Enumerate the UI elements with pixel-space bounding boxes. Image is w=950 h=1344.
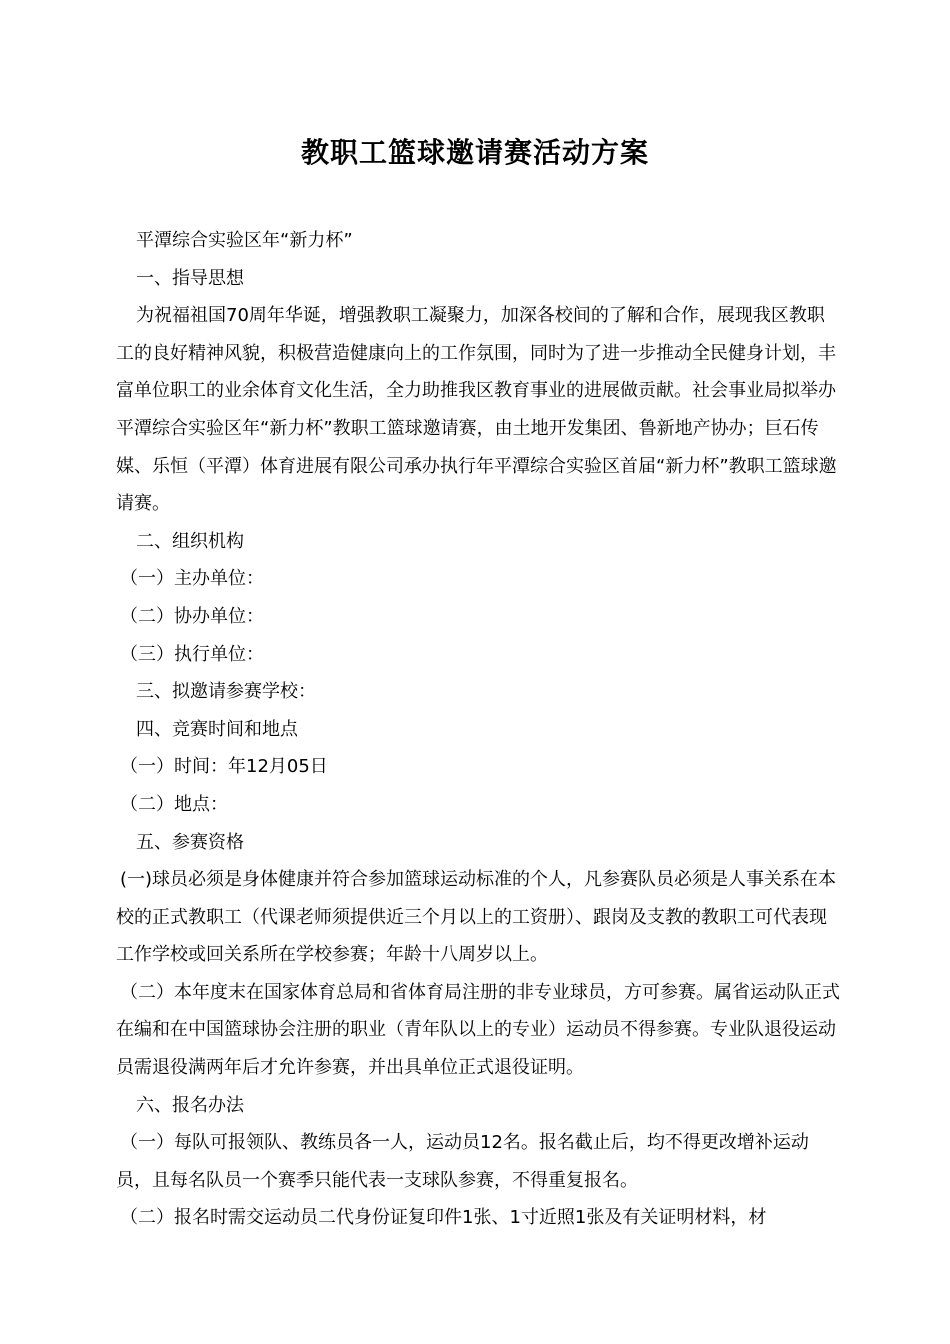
section-heading-registration: 六、报名办法: [136, 1094, 244, 1116]
paragraph-eligibility-1: (一)球员必须是身体健康并符合参加篮球运动标准的个人，凡参赛队员必须是人事关系在本校的正式教职工（代课老师须提供近三个月以上的工资册）、跟岗及支教的教职工可代表现工作学校或回关系所在学校参赛；年龄十八周岁以上。: [116, 869, 837, 966]
list-item-executing-unit: （三）执行单位：: [120, 643, 264, 665]
section-heading-eligibility: 五、参赛资格: [136, 831, 244, 853]
list-item-time: （一）时间：年12月05日: [120, 756, 328, 778]
list-item-host-unit: （一）主办单位：: [120, 568, 264, 590]
paragraph-guiding-ideology: 为祝福祖国70周年华诞，增强教职工凝聚力，加深各校间的了解和合作，展现我区教职工的良好精神风貌，积极营造健康向上的工作氛围，同时为了进一步推动全民健身计划，丰富单位职工的业余体育文化生活，全力助推我区教育事业的进展做贡献。社会事业局拟举办平潭综合实验区年“新力杯”教职工篮球邀请赛，由土地开发集团、鲁新地产协办；巨石传媒、乐恒（平潭）体育进展有限公司承办执行年平潭综合实验区首届“新力杯”教职工篮球邀请赛。: [116, 305, 837, 515]
paragraph-eligibility-2: （二）本年度末在国家体育总局和省体育局注册的非专业球员，方可参赛。属省运动队正式在编和在中国篮球协会注册的职业（青年队以上的专业）运动员不得参赛。专业队退役运动员需退役满两年后才允许参赛，并出具单位正式退役证明。: [116, 981, 840, 1079]
paragraph-registration-2: （二）报名时需交运动员二代身份证复印件1张、1寸近照1张及有关证明材料，材: [120, 1207, 767, 1229]
paragraph-subtitle: 平潭综合实验区年“新力杯”: [136, 230, 353, 251]
section-heading-organization: 二、组织机构: [136, 530, 244, 552]
document-body: [116, 222, 841, 1237]
paragraph-registration-1: （一）每队可报领队、教练员各一人，运动员12名。报名截止后，均不得更改增补运动员，且每名队员一个赛季只能代表一支球队参赛，不得重复报名。: [116, 1132, 809, 1191]
document-title: 教职工篮球邀请赛活动方案: [300, 136, 649, 169]
list-item-place: （二）地点：: [120, 793, 228, 815]
section-heading-time-place: 四、竞赛时间和地点: [136, 718, 298, 740]
list-item-co-organizer: （二）协办单位：: [120, 605, 264, 627]
section-heading-invited-schools: 三、拟邀请参赛学校：: [136, 681, 316, 703]
section-heading-guiding-ideology: 一、指导思想: [136, 267, 244, 289]
